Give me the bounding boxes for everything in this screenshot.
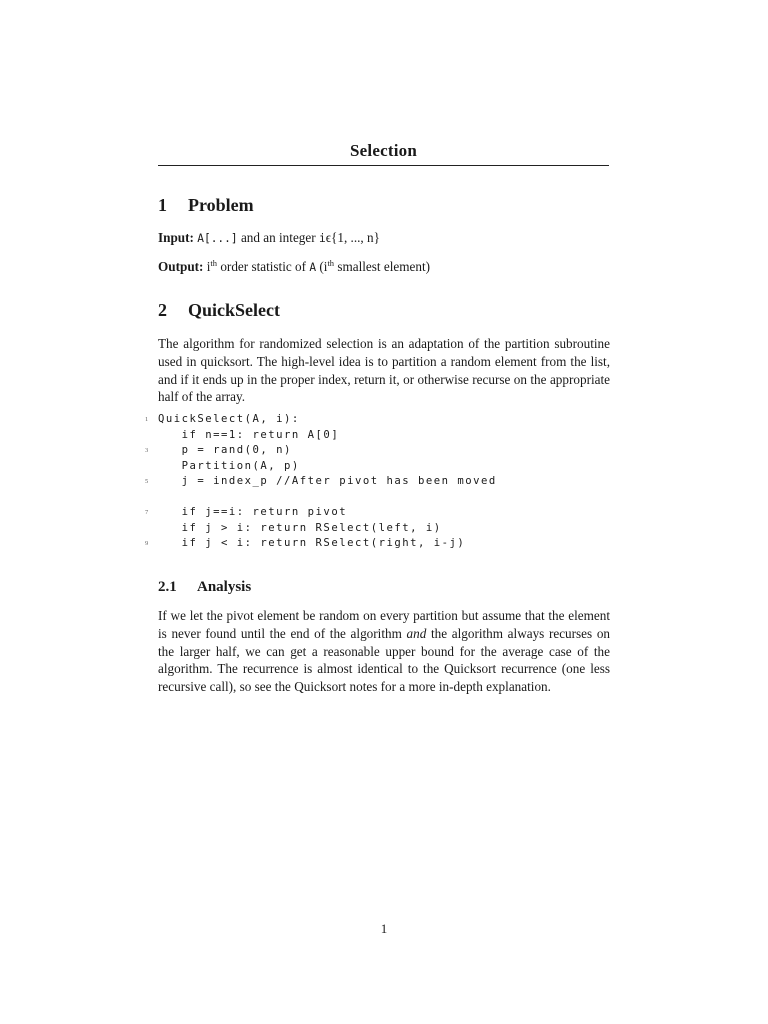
code-line <box>145 505 497 521</box>
code-line-text: QuickSelect(A, i): <box>158 413 300 425</box>
code-line <box>158 521 497 537</box>
output-superscript-2: th <box>327 258 335 268</box>
title-rule <box>158 165 609 166</box>
page-number: 1 <box>380 921 388 936</box>
output-i: i <box>206 259 211 274</box>
section-heading-quickselect <box>158 300 280 321</box>
code-line <box>145 536 497 552</box>
code-listing <box>145 412 497 552</box>
input-var: i <box>318 232 326 245</box>
section-heading-problem <box>158 195 254 216</box>
output-array: A <box>309 261 317 274</box>
code-line-number: 1 <box>145 416 149 423</box>
output-text-2: smallest element) <box>337 259 431 274</box>
code-line <box>158 428 497 444</box>
quickselect-paragraph: The algorithm for randomized selection is an adaptation of the partition subroutine used in quicksort. The high-level idea is to partition a random element from the list, and if it ends up in the proper index, return it, or otherwise recurse on the appropriate half of the array. <box>158 336 610 405</box>
code-line-number: 3 <box>145 447 149 454</box>
document-title: Selection <box>350 141 417 160</box>
section-number: 1 <box>158 195 167 215</box>
code-line-number: 9 <box>145 540 149 547</box>
subsection-title: Analysis <box>197 579 252 595</box>
input-text: and an integer <box>240 230 316 245</box>
code-line <box>145 474 497 490</box>
analysis-text-part2: the algorithm always recurses on the larger half, we can get a reasonable upper bound for the average case of the algorithm. The recurrence is almost identical to the Quicksort recurrence (one less recursive call), so see the Quicksort notes for a more in-depth explanation. <box>158 625 611 695</box>
code-line-text: if j==i: return pivot <box>158 506 348 518</box>
code-line-text: if j > i: return RSelect(left, i) <box>158 521 442 534</box>
code-line-text: p = rand(0, n) <box>158 444 292 456</box>
code-line-number: 5 <box>145 478 149 485</box>
code-line-text: Partition(A, p) <box>158 459 300 472</box>
code-line <box>145 412 497 428</box>
code-line-number: 7 <box>145 509 149 516</box>
input-label: Input: <box>158 230 194 245</box>
subsection-number: 2.1 <box>158 579 177 595</box>
section-title: QuickSelect <box>188 300 280 320</box>
code-line-text: if n==1: return A[0] <box>158 428 340 441</box>
output-superscript: th <box>210 258 218 268</box>
section-number: 2 <box>158 300 167 320</box>
input-set: ϵ{1, ..., n} <box>325 230 380 245</box>
subsection-heading-analysis <box>158 579 251 596</box>
output-label: Output: <box>158 259 204 274</box>
code-line <box>158 459 497 475</box>
analysis-paragraph <box>158 607 610 696</box>
code-line-text: if j < i: return RSelect(right, i-j) <box>158 537 466 549</box>
code-line <box>158 490 497 506</box>
problem-output-line <box>158 259 430 275</box>
problem-input-line <box>158 230 380 246</box>
code-line <box>145 443 497 459</box>
code-line-text: j = index_p //After pivot has been moved <box>158 475 497 487</box>
analysis-emphasis: and <box>406 625 427 641</box>
output-text: order statistic of <box>220 259 307 274</box>
output-paren: (i <box>319 259 328 274</box>
analysis-text-part1: If we let the pivot element be random on every partition but assume that the element is never found until the end of the algorithm <box>158 608 610 641</box>
section-title: Problem <box>188 195 254 215</box>
input-array: A[...] <box>197 232 238 245</box>
